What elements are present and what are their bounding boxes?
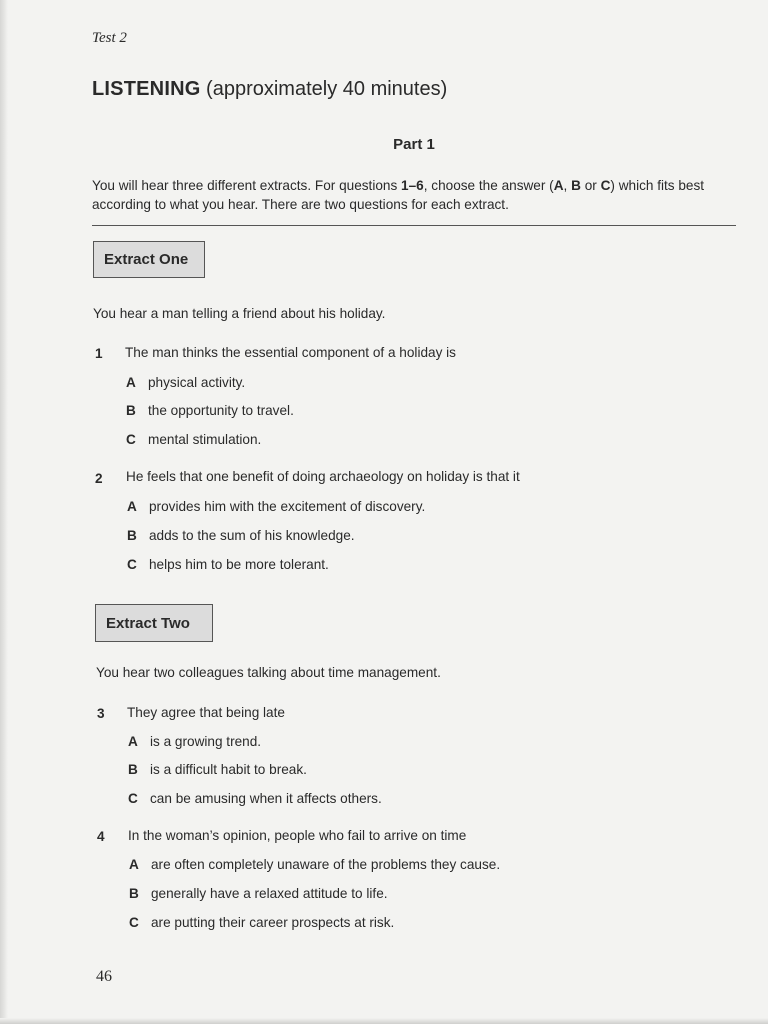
option-letter: B	[126, 403, 136, 418]
instructions-text: , choose the answer (	[423, 178, 554, 193]
instructions-text: or	[580, 178, 601, 193]
section-title-duration: (approximately 40 minutes)	[200, 78, 448, 100]
option-text: are often completely unaware of the problems they cause.	[151, 857, 501, 872]
question-stem: In the woman’s opinion, people who fail to arrive on time	[128, 828, 467, 843]
option-text: is a growing trend.	[150, 734, 262, 749]
running-head: Test 2	[92, 30, 127, 46]
option-text: generally have a relaxed attitude to life.	[151, 886, 388, 901]
instructions-letter-c: C	[600, 178, 611, 193]
section-title-bold: LISTENING	[92, 78, 201, 100]
question-number: 2	[95, 471, 103, 486]
option-letter: C	[128, 791, 138, 806]
option-letter: A	[127, 499, 137, 514]
option-letter: A	[126, 375, 136, 390]
option-letter: A	[128, 734, 138, 749]
question-stem: He feels that one benefit of doing archaeology on holiday is that it	[126, 469, 520, 484]
option-letter: B	[129, 886, 139, 901]
instructions	[92, 176, 742, 214]
question-number: 1	[95, 346, 103, 361]
question-number: 4	[97, 829, 105, 844]
option-letter: C	[126, 432, 136, 447]
instructions-text: You will hear three different extracts. For questions	[92, 178, 402, 193]
option-text: can be amusing when it affects others.	[150, 791, 382, 806]
instructions-letter-a: A	[553, 178, 564, 193]
option-text: helps him to be more tolerant.	[149, 557, 329, 572]
extract-two-heading: Extract Two	[95, 604, 213, 642]
instructions-question-range: 1–6	[401, 178, 424, 193]
option-letter: A	[129, 857, 139, 872]
question-number: 3	[97, 706, 105, 721]
part-title: Part 1	[393, 136, 435, 153]
instructions-letter-b: B	[571, 178, 581, 193]
option-text: is a difficult habit to break.	[150, 762, 307, 777]
page-edge-shadow	[0, 0, 8, 1024]
option-text: provides him with the excitement of discovery.	[149, 499, 426, 514]
divider-rule	[92, 225, 736, 226]
question-stem: They agree that being late	[127, 705, 285, 720]
option-text: are putting their career prospects at risk.	[151, 915, 395, 930]
instructions-text: ) which fits best according to what you hear. There are two questions for each extract.	[92, 178, 705, 212]
section-title	[92, 78, 447, 101]
extract-one-heading: Extract One	[93, 241, 205, 278]
option-letter: B	[128, 762, 138, 777]
extract-two-context: You hear two colleagues talking about time management.	[96, 665, 441, 680]
option-text: adds to the sum of his knowledge.	[149, 528, 355, 543]
instructions-text: ,	[563, 178, 572, 193]
page-bottom-shadow	[0, 1018, 768, 1024]
option-text: physical activity.	[148, 375, 246, 390]
extract-one-context: You hear a man telling a friend about his holiday.	[93, 306, 386, 321]
page-number: 46	[96, 968, 112, 985]
option-letter: C	[127, 557, 137, 572]
question-stem: The man thinks the essential component of a holiday is	[125, 345, 456, 360]
option-text: the opportunity to travel.	[148, 403, 294, 418]
option-letter: C	[129, 915, 139, 930]
option-text: mental stimulation.	[148, 432, 262, 447]
option-letter: B	[127, 528, 137, 543]
